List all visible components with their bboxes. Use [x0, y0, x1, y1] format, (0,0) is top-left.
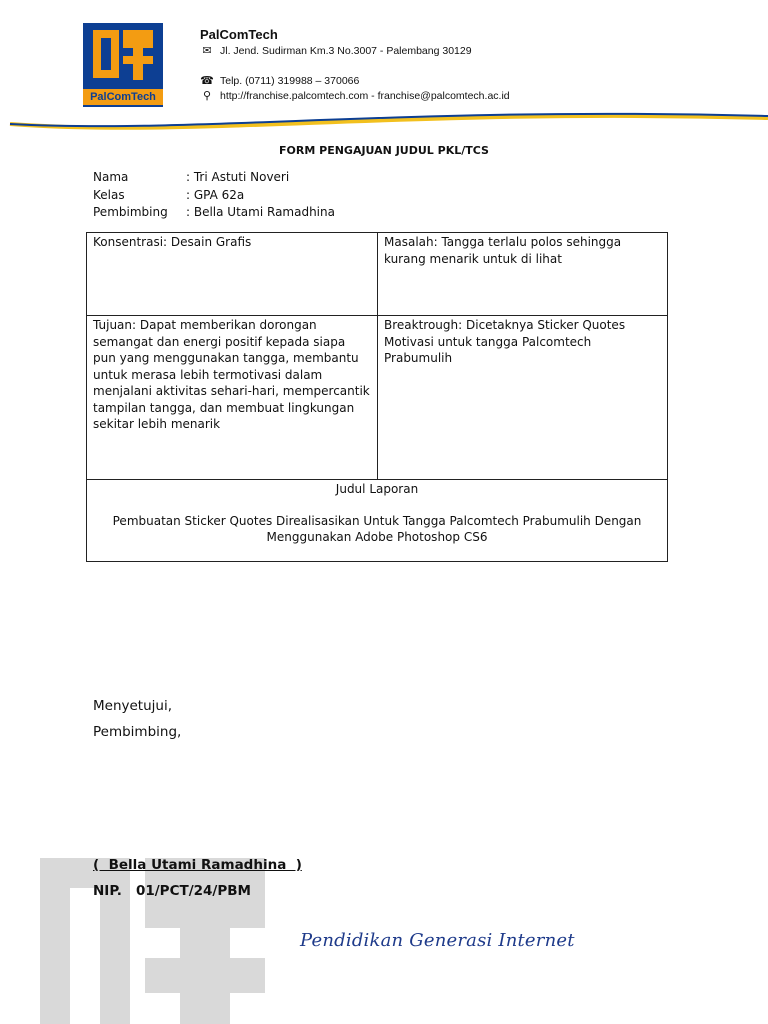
field-label: Kelas [93, 188, 125, 202]
judul-line-2: Menggunakan Adobe Photoshop CS6 [266, 530, 488, 544]
org-name: PalComTech [200, 27, 278, 42]
signatory-name-text: ( Bella Utami Ramadhina ) [93, 857, 302, 873]
field-label: Pembimbing [93, 205, 168, 219]
field-value: : GPA 62a [186, 188, 245, 202]
field-pembimbing [93, 205, 335, 219]
proposal-table [86, 232, 668, 562]
footer-tagline: Pendidikan Generasi Internet [300, 930, 575, 951]
field-value: : Tri Astuti Noveri [186, 170, 290, 184]
field-kelas [93, 188, 244, 202]
tujuan-cell: Tujuan: Dapat memberikan dorongan semangat dan energi positif kepada siapa pun yang menggunakan tangga, membantu untuk merasa lebih termotivasi dalam menjalani aktivitas sehari-hari, mempercantik tampilan tangga, dan membuat lingkungan sekitar lebih menarik [93, 318, 370, 431]
signatory-nip: NIP. 01/PCT/24/PBM [93, 883, 251, 899]
judul-label: Judul Laporan [335, 482, 419, 496]
web-email-text: http://franchise.palcomtech.com - franchise@palcomtech.ac.id [220, 89, 510, 102]
logo-text: PalComTech [83, 89, 163, 105]
field-value: : Bella Utami Ramadhina [186, 205, 335, 219]
field-nama [93, 170, 289, 184]
masalah-cell: Masalah: Tangga terlalu polos sehingga kurang menarik untuk di lihat [384, 235, 622, 266]
form-title: FORM PENGAJUAN JUDUL PKL/TCS [279, 144, 489, 157]
address-text: Jl. Jend. Sudirman Km.3 No.3007 - Palembang 30129 [220, 44, 472, 57]
breaktrough-cell: Breaktrough: Dicetaknya Sticker Quotes Motivasi untuk tangga Palcomtech Prabumulih [384, 318, 626, 365]
judul-line-1: Pembuatan Sticker Quotes Direalisasikan Untuk Tangga Palcomtech Prabumulih Dengan [112, 514, 642, 528]
palcomtech-logo [83, 23, 163, 107]
logo-mark-icon [89, 28, 157, 86]
phone-line [200, 74, 359, 87]
header-swoosh [0, 108, 768, 136]
magnifier-icon: ⚲ [202, 90, 212, 102]
phone-icon: ☎ [200, 75, 214, 87]
web-email-line [200, 89, 510, 102]
signatory-name [93, 857, 302, 873]
field-label: Nama [93, 170, 129, 184]
approval-line-1: Menyetujui, [93, 698, 173, 714]
row-divider [87, 479, 667, 480]
mail-icon: ✉ [202, 45, 212, 57]
konsentrasi-cell: Konsentrasi: Desain Grafis [93, 235, 252, 249]
address-line [200, 44, 472, 57]
phone-text: Telp. (0711) 319988 – 370066 [220, 74, 360, 87]
approval-line-2: Pembimbing, [93, 724, 182, 740]
